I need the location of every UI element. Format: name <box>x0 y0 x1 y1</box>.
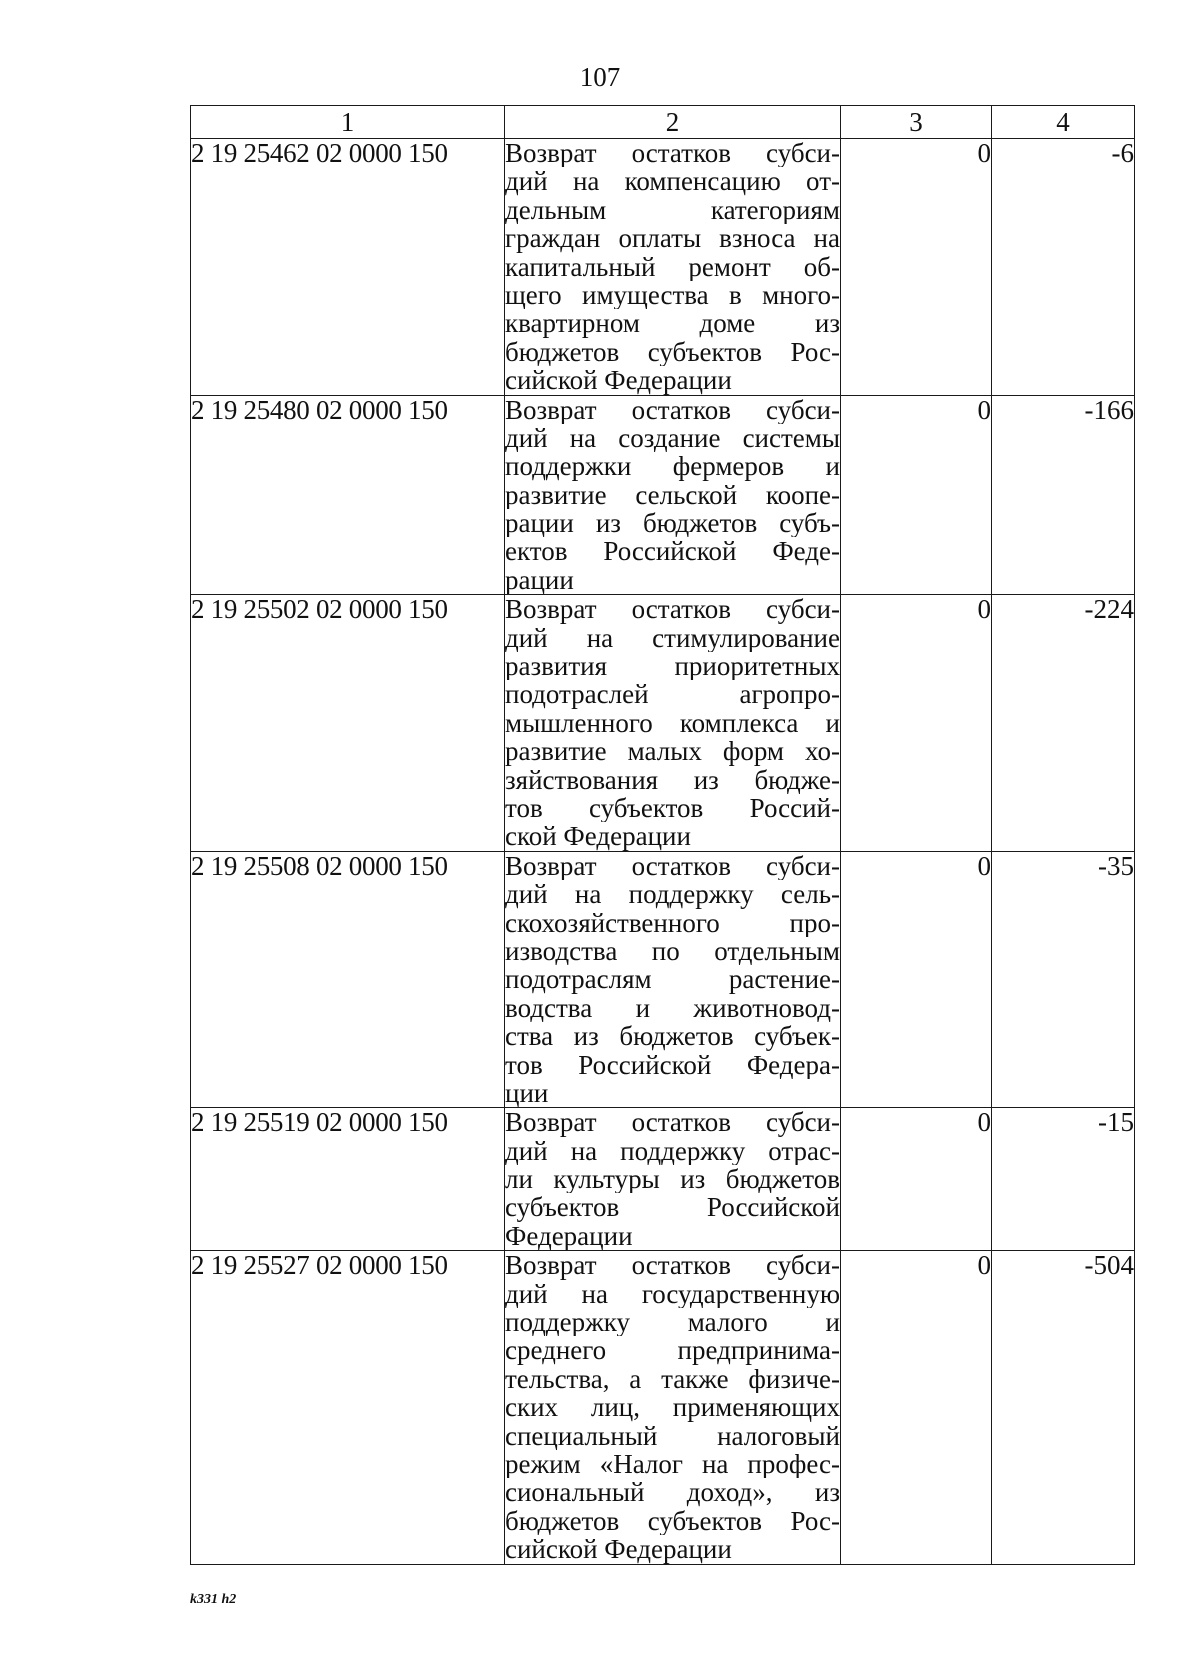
description-line: водства и животновод- <box>505 993 840 1023</box>
description-line: поддержку малого и <box>505 1308 840 1337</box>
col4-value-cell: -504 <box>992 1251 1135 1564</box>
description-line: скохозяйственного про- <box>505 908 840 937</box>
description-line: дий на государственную <box>505 1279 840 1309</box>
table-row <box>191 139 1135 396</box>
description-line: ства из бюджетов субъек- <box>505 1022 840 1051</box>
description-line: дий на поддержку отрас- <box>505 1136 840 1166</box>
budget-code-cell: 2 19 25508 02 0000 150 <box>191 851 505 1108</box>
description-line: Возврат остатков субси- <box>505 1108 840 1137</box>
col3-value-cell: 0 <box>841 851 992 1108</box>
description-line: развития приоритетных <box>505 652 840 681</box>
table-row <box>191 1251 1135 1564</box>
col4-value-cell: -35 <box>992 851 1135 1108</box>
description-line: подотраслям растение- <box>505 965 840 994</box>
description-line: Федерации <box>505 1221 633 1251</box>
col3-value-cell: 0 <box>841 595 992 852</box>
page-number: 107 <box>579 62 621 92</box>
description-line: Возврат остатков субси- <box>505 851 840 881</box>
table-body <box>191 139 1135 1565</box>
description-line: бюджетов субъектов Рос- <box>505 1506 840 1536</box>
description-line: дий на поддержку сель- <box>505 880 840 909</box>
header-col-4: 4 <box>992 106 1135 139</box>
col3-value-cell: 0 <box>841 1251 992 1564</box>
description-line: щего имущества в много- <box>505 280 840 310</box>
description-cell <box>505 395 841 595</box>
col3-value-cell: 0 <box>841 139 992 396</box>
description-line: зяйствования из бюдже- <box>505 765 840 794</box>
description-line: мышленного комплекса и <box>505 708 840 738</box>
description-line: специальный налоговый <box>505 1421 840 1450</box>
description-line: дий на компенсацию от- <box>505 167 840 196</box>
col4-value-cell: -15 <box>992 1108 1135 1251</box>
description-line: поддержки фермеров и <box>505 452 840 481</box>
budget-table <box>190 105 1135 1565</box>
description-line: граждан оплаты взноса на <box>505 224 840 253</box>
description-line: тельства, а также физиче- <box>505 1364 840 1394</box>
description-line: ской Федерации <box>505 822 691 851</box>
col4-value-cell: -224 <box>992 595 1135 852</box>
description-line: дий на стимулирование <box>505 623 840 653</box>
description-line: капитальный ремонт об- <box>505 252 840 281</box>
description-cell <box>505 595 841 852</box>
header-col-1: 1 <box>191 106 505 139</box>
table-row <box>191 595 1135 852</box>
description-line: субъектов Российской <box>505 1193 840 1222</box>
description-cell <box>505 1108 841 1251</box>
budget-code-cell: 2 19 25527 02 0000 150 <box>191 1251 505 1564</box>
table-row <box>191 1108 1135 1251</box>
budget-code-cell: 2 19 25480 02 0000 150 <box>191 395 505 595</box>
description-line: Возврат остатков субси- <box>505 595 840 624</box>
description-line: подотраслей агропро- <box>505 680 840 709</box>
description-line: рации из бюджетов субъ- <box>505 509 840 538</box>
col3-value-cell: 0 <box>841 1108 992 1251</box>
description-line: сийской Федерации <box>505 366 732 395</box>
col3-value-cell: 0 <box>841 395 992 595</box>
description-line: тов Российской Федера- <box>505 1050 840 1079</box>
description-line: дельным категориям <box>505 195 840 225</box>
table-row <box>191 851 1135 1108</box>
description-line: бюджетов субъектов Рос- <box>505 337 840 367</box>
description-line: развитие сельской коопе- <box>505 480 840 510</box>
description-line: режим «Налог на профес- <box>505 1449 840 1479</box>
header-col-2: 2 <box>505 106 841 139</box>
description-line: рации <box>505 565 574 595</box>
description-line: среднего предпринима- <box>505 1336 840 1365</box>
description-line: ции <box>505 1078 549 1108</box>
description-cell <box>505 1251 841 1564</box>
description-line: квартирном доме из <box>505 309 840 338</box>
description-line: ских лиц, применяющих <box>505 1393 840 1422</box>
table-header <box>191 106 1135 139</box>
budget-code-cell: 2 19 25462 02 0000 150 <box>191 139 505 396</box>
description-line: ектов Российской Феде- <box>505 537 840 566</box>
budget-code-cell: 2 19 25502 02 0000 150 <box>191 595 505 852</box>
footer-mark: k331 h2 <box>190 1592 237 1607</box>
description-line: развитие малых форм хо- <box>505 737 840 766</box>
description-line: ли культуры из бюджетов <box>505 1165 840 1194</box>
table-row <box>191 395 1135 595</box>
description-cell <box>505 139 841 396</box>
description-line: сиональный доход», из <box>505 1478 840 1507</box>
header-col-3: 3 <box>841 106 992 139</box>
col4-value-cell: -6 <box>992 139 1135 396</box>
description-line: изводства по отдельным <box>505 936 840 966</box>
description-line: Возврат остатков субси- <box>505 139 840 168</box>
description-line: Возврат остатков субси- <box>505 1251 840 1280</box>
description-line: сийской Федерации <box>505 1535 732 1564</box>
col4-value-cell: -166 <box>992 395 1135 595</box>
description-line: Возврат остатков субси- <box>505 395 840 424</box>
description-line: тов субъектов Россий- <box>505 793 840 823</box>
description-line: дий на создание системы <box>505 423 840 453</box>
budget-code-cell: 2 19 25519 02 0000 150 <box>191 1108 505 1251</box>
header-row <box>191 106 1135 139</box>
description-cell <box>505 851 841 1108</box>
